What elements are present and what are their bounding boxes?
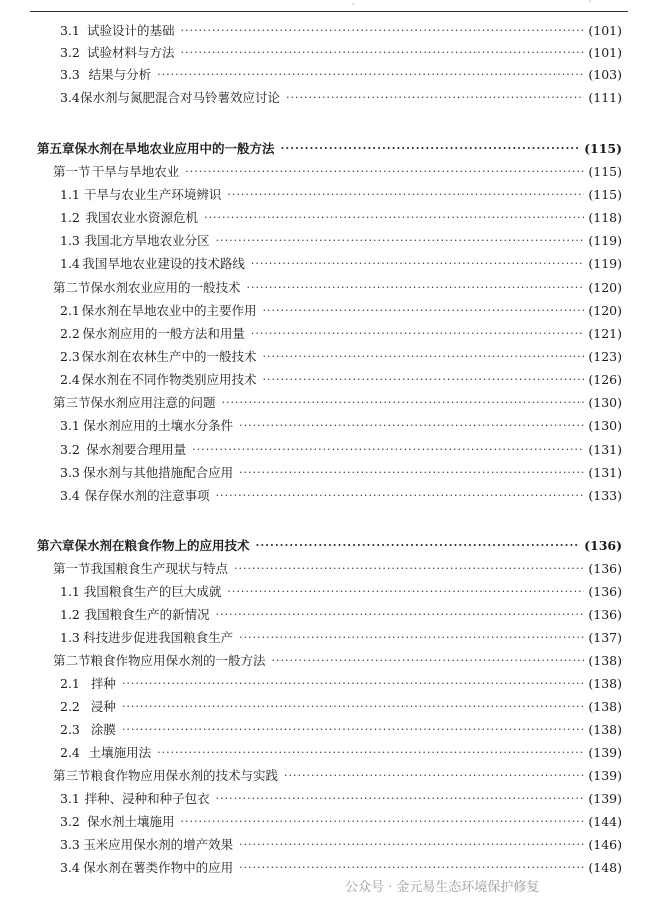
toc-page-number: (148) [588, 859, 622, 875]
toc-title: 粮食作物应用保水剂的一般方法 [90, 653, 266, 668]
watermark-text: 公众号 · 金元易生态环境保护修复 [345, 880, 540, 895]
toc-subsection-row [0, 718, 652, 740]
toc-page-number: (120) [588, 302, 622, 318]
toc-page-number: (146) [588, 836, 622, 852]
toc-section-row [0, 391, 652, 413]
toc-page-number: (123) [588, 348, 622, 364]
toc-number: 第一节 [53, 164, 91, 179]
toc-number: 1.1 [60, 186, 80, 202]
toc-page-number: (115) [588, 186, 622, 202]
toc-number: 2.4 [60, 744, 80, 760]
top-mark: · [352, 0, 355, 9]
toc-subsection-row [0, 484, 652, 506]
toc-subsection-row [0, 63, 652, 85]
toc-subsection-row [0, 833, 652, 855]
toc-title: 保水剂在旱地农业中的主要作用 [81, 303, 257, 318]
toc-chapter-row [0, 534, 652, 556]
dot-leader [263, 350, 585, 363]
toc-page-number: (136) [588, 606, 622, 622]
toc-page-number: (119) [588, 232, 622, 248]
toc-number: 3.2 [60, 813, 80, 829]
toc-title: 保水剂与其他措施配合应用 [83, 465, 234, 480]
toc-title: 保水剂应用的土壤水分条件 [83, 418, 234, 433]
dot-leader [239, 419, 584, 432]
toc-page-number: (115) [588, 163, 622, 179]
toc-section-row [0, 649, 652, 671]
dot-leader [251, 327, 585, 340]
toc-title: 保水剂土壤施用 [87, 814, 175, 829]
toc-page-number: (118) [588, 209, 622, 225]
toc-number: 3.4 [60, 89, 80, 105]
toc-subsection-row [0, 183, 652, 205]
toc-title: 保水剂在旱地农业应用中的一般方法 [74, 141, 275, 156]
dot-leader [263, 304, 585, 317]
dot-leader [192, 443, 584, 456]
dot-leader [272, 654, 585, 667]
toc-page-number: (131) [588, 441, 622, 457]
header-rule [30, 11, 628, 12]
toc-number: 第二节 [53, 280, 91, 295]
toc-page-number: (111) [588, 89, 622, 105]
toc-number: 2.4 [60, 371, 80, 387]
toc-title: 玉米应用保水剂的增产效果 [83, 837, 234, 852]
toc-number: 1.2 [60, 209, 80, 225]
toc-number: 3.3 [60, 836, 80, 852]
dot-leader [251, 257, 585, 270]
toc-title: 保存保水剂的注意事项 [84, 488, 210, 503]
toc-title: 保水剂在农林生产中的一般技术 [81, 349, 257, 364]
toc-section-row [0, 557, 652, 579]
toc-subsection-row [0, 603, 652, 625]
toc-subsection-row [0, 810, 652, 832]
toc-number: 3.2 [60, 44, 80, 60]
toc-section-row [0, 160, 652, 182]
toc-subsection-row [0, 229, 652, 251]
toc-page-number: (120) [588, 279, 622, 295]
dot-leader [256, 539, 581, 552]
toc-number: 1.2 [60, 606, 80, 622]
toc-number: 第三节 [53, 395, 91, 410]
toc-page-number: (131) [588, 464, 622, 480]
toc-number: 1.4 [60, 255, 80, 271]
toc-title: 土壤施用法 [88, 745, 152, 760]
dot-leader [239, 466, 584, 479]
dot-leader [239, 631, 584, 644]
toc-page-number: (133) [588, 487, 622, 503]
toc-page-number: (136) [584, 537, 622, 553]
toc-number: 第一节 [53, 561, 91, 576]
toc-number: 第六章 [37, 538, 75, 553]
toc-number: 2.2 [60, 698, 80, 714]
dot-leader [222, 396, 585, 409]
toc-title: 我国北方旱地农业分区 [84, 233, 210, 248]
toc-number: 3.1 [60, 417, 80, 433]
toc-page-number: (101) [588, 22, 622, 38]
dot-leader [216, 489, 585, 502]
toc-number: 3.3 [60, 66, 80, 82]
dot-leader [216, 234, 585, 247]
toc-number: 第五章 [37, 141, 75, 156]
toc-page-number: (130) [588, 394, 622, 410]
toc-number: 2.2 [60, 325, 80, 341]
toc-page-number: (138) [588, 675, 622, 691]
toc-page-number: (138) [588, 721, 622, 737]
toc-subsection-row [0, 299, 652, 321]
toc-number: 3.4 [60, 859, 80, 875]
toc-number: 1.3 [60, 232, 80, 248]
toc-number: 3.4 [60, 487, 80, 503]
toc-page-number: (137) [588, 629, 622, 645]
toc-number: 1.1 [60, 583, 80, 599]
toc-page-number: (126) [588, 371, 622, 387]
toc-number: 3.1 [60, 22, 80, 38]
dot-leader [227, 585, 584, 598]
toc-subsection-row [0, 414, 652, 436]
toc-subsection-row [0, 461, 652, 483]
toc-title: 干旱与农业生产环境辨识 [83, 187, 222, 202]
toc-number: 1.3 [60, 629, 80, 645]
dot-leader [185, 165, 584, 178]
toc-subsection-row [0, 787, 652, 809]
toc-section-row [0, 764, 652, 786]
toc-title: 涂膜 [90, 722, 116, 737]
dot-leader [286, 91, 584, 104]
toc-subsection-row [0, 368, 652, 390]
toc-number: 2.1 [60, 675, 80, 691]
toc-title: 我国粮食生产的新情况 [84, 607, 210, 622]
toc-number: 2.3 [60, 348, 80, 364]
toc-title: 保水剂在不同作物类别应用技术 [81, 372, 257, 387]
dot-leader [234, 562, 584, 575]
toc-page-number: (121) [588, 325, 622, 341]
toc-title: 我国粮食生产现状与特点 [90, 561, 229, 576]
toc-number: 2.3 [60, 721, 80, 737]
toc-number: 3.2 [60, 441, 80, 457]
toc-page-number: (119) [588, 255, 622, 271]
toc-page-number: (144) [588, 813, 622, 829]
toc-subsection-row [0, 206, 652, 228]
dot-leader [181, 46, 585, 59]
dot-leader [122, 700, 584, 713]
dot-leader [181, 24, 585, 37]
toc-number: 3.1 [60, 790, 80, 806]
toc-subsection-row [0, 86, 652, 108]
toc-section-row [0, 276, 652, 298]
toc-title: 干旱与旱地农业 [91, 164, 180, 179]
dot-leader [216, 792, 585, 805]
toc-title: 科技进步促进我国粮食生产 [83, 630, 234, 645]
toc-page-number: (138) [588, 698, 622, 714]
toc-title: 保水剂在薯类作物中的应用 [83, 860, 234, 875]
toc-subsection-row [0, 580, 652, 602]
toc-number: 3.3 [60, 464, 80, 480]
toc-page-number: (136) [588, 560, 622, 576]
toc-title: 我国旱地农业建设的技术路线 [82, 256, 245, 271]
toc-page-number: (115) [584, 140, 622, 156]
toc-title: 浸种 [90, 699, 116, 714]
toc-title: 保水剂农业应用的一般技术 [90, 280, 241, 295]
toc-page-number: (139) [588, 767, 622, 783]
toc-subsection-row [0, 438, 652, 460]
toc-page-number: (139) [588, 790, 622, 806]
toc-title: 拌种、浸种和种子包衣 [84, 791, 210, 806]
dot-leader [281, 142, 581, 155]
toc-number: 第二节 [53, 653, 91, 668]
dot-leader [239, 838, 584, 851]
toc-page-number: (103) [588, 66, 622, 82]
dot-leader [157, 746, 584, 759]
toc-subsection-row [0, 672, 652, 694]
toc-page-number: (138) [588, 652, 622, 668]
toc-title: 保水剂要合理用量 [86, 442, 187, 457]
toc-title: 保水剂应用的一般方法和用量 [82, 326, 245, 341]
dot-leader [216, 608, 585, 621]
toc-number: 2.1 [60, 302, 80, 318]
toc-page-number: (101) [588, 44, 622, 60]
toc-subsection-row [0, 19, 652, 41]
toc-subsection-row [0, 345, 652, 367]
dot-leader [263, 373, 585, 386]
toc-page-number: (136) [588, 583, 622, 599]
toc-title: 保水剂应用注意的问题 [90, 395, 216, 410]
toc-subsection-row [0, 695, 652, 717]
top-mark: ˙ [588, 0, 592, 9]
dot-leader [204, 211, 584, 224]
toc-title: 结果与分析 [88, 67, 152, 82]
toc-subsection-row [0, 856, 652, 878]
toc-title: 保水剂在粮食作物上的应用技术 [74, 538, 250, 553]
toc-title: 拌种 [90, 676, 116, 691]
dot-leader [247, 281, 585, 294]
dot-leader [284, 769, 584, 782]
toc-title: 我国农业水资源危机 [85, 210, 198, 225]
toc-page-number: (139) [588, 744, 622, 760]
dot-leader [122, 677, 584, 690]
dot-leader [181, 815, 585, 828]
toc-subsection-row [0, 41, 652, 63]
toc-subsection-row [0, 741, 652, 763]
toc-subsection-row [0, 626, 652, 648]
dot-leader [157, 68, 584, 81]
toc-chapter-row [0, 137, 652, 159]
toc-title: 试验材料与方法 [87, 45, 175, 60]
dot-leader [239, 861, 584, 874]
toc-subsection-row [0, 252, 652, 274]
toc-title: 粮食作物应用保水剂的技术与实践 [90, 768, 279, 783]
toc-page-number: (130) [588, 417, 622, 433]
toc-title: 我国粮食生产的巨大成就 [83, 584, 222, 599]
toc-title: 保水剂与氮肥混合对马铃薯效应讨论 [79, 90, 280, 105]
toc-subsection-row [0, 322, 652, 344]
toc-number: 第三节 [53, 768, 91, 783]
dot-leader [227, 188, 584, 201]
dot-leader [122, 723, 584, 736]
toc-title: 试验设计的基础 [87, 23, 175, 38]
